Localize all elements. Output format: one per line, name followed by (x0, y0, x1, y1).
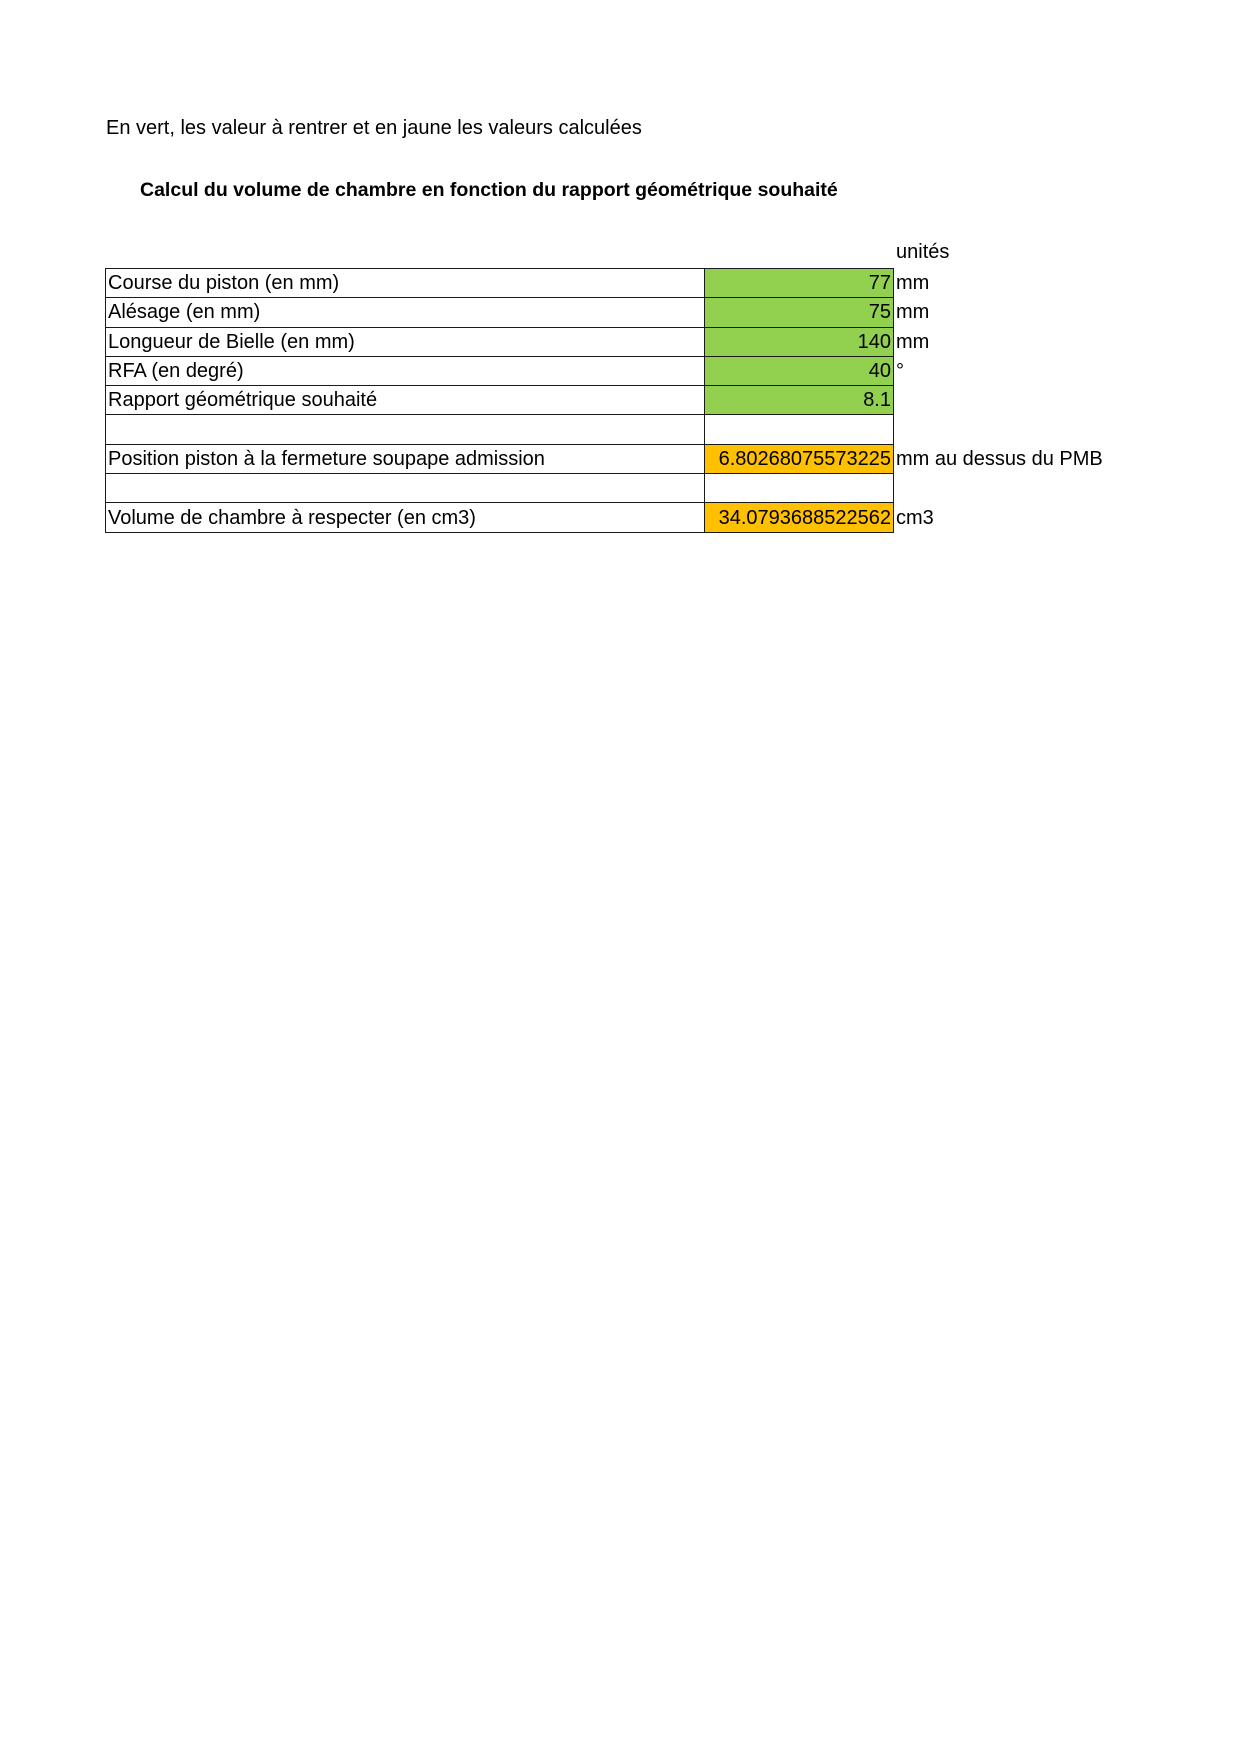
table-row-bielle (106, 327, 1154, 356)
unit-cell: mm au dessus du PMB (896, 447, 1103, 470)
table-row-course (106, 269, 1154, 298)
label-cell: Position piston à la fermeture soupape admission (106, 444, 705, 473)
page-title: Calcul du volume de chambre en fonction du rapport géométrique souhaité (140, 179, 838, 201)
input-cell-bielle[interactable]: 140 (705, 327, 894, 356)
calculation-table (105, 268, 1154, 533)
table-row-rapport (106, 386, 1154, 415)
table-row-rfa (106, 356, 1154, 385)
table-row-volume-chambre (106, 503, 1154, 532)
unit-cell (894, 415, 1154, 444)
table-row-alesage (106, 298, 1154, 327)
unit-cell: mm (896, 272, 930, 295)
label-cell: Alésage (en mm) (106, 298, 705, 327)
label-cell (106, 474, 705, 503)
table-row-spacer (106, 474, 1154, 503)
table-row-position-piston (106, 444, 1154, 473)
label-cell: Volume de chambre à respecter (en cm3) (106, 503, 705, 532)
computed-cell-position-piston[interactable]: 6.80268075573225 (705, 444, 894, 473)
units-column-header: unités (896, 241, 950, 263)
unit-cell (894, 474, 1154, 503)
unit-cell: mm (896, 301, 930, 324)
computed-cell-volume-chambre[interactable]: 34.0793688522562 (705, 503, 894, 532)
unit-cell (894, 386, 1154, 415)
unit-cell: ° (896, 360, 904, 383)
label-cell: RFA (en degré) (106, 356, 705, 385)
input-cell-rfa[interactable]: 40 (705, 356, 894, 385)
table-row-spacer (106, 415, 1154, 444)
label-cell: Longueur de Bielle (en mm) (106, 327, 705, 356)
label-cell: Course du piston (en mm) (106, 269, 705, 298)
input-cell-rapport[interactable]: 8.1 (705, 386, 894, 415)
intro-text: En vert, les valeur à rentrer et en jaune les valeurs calculées (106, 117, 642, 139)
unit-cell: mm (896, 330, 930, 353)
label-cell (106, 415, 705, 444)
label-cell: Rapport géométrique souhaité (106, 386, 705, 415)
input-cell-alesage[interactable]: 75 (705, 298, 894, 327)
unit-cell: cm3 (896, 506, 934, 529)
empty-cell[interactable] (705, 474, 894, 503)
input-cell-course[interactable]: 77 (705, 269, 894, 298)
empty-cell[interactable] (705, 415, 894, 444)
